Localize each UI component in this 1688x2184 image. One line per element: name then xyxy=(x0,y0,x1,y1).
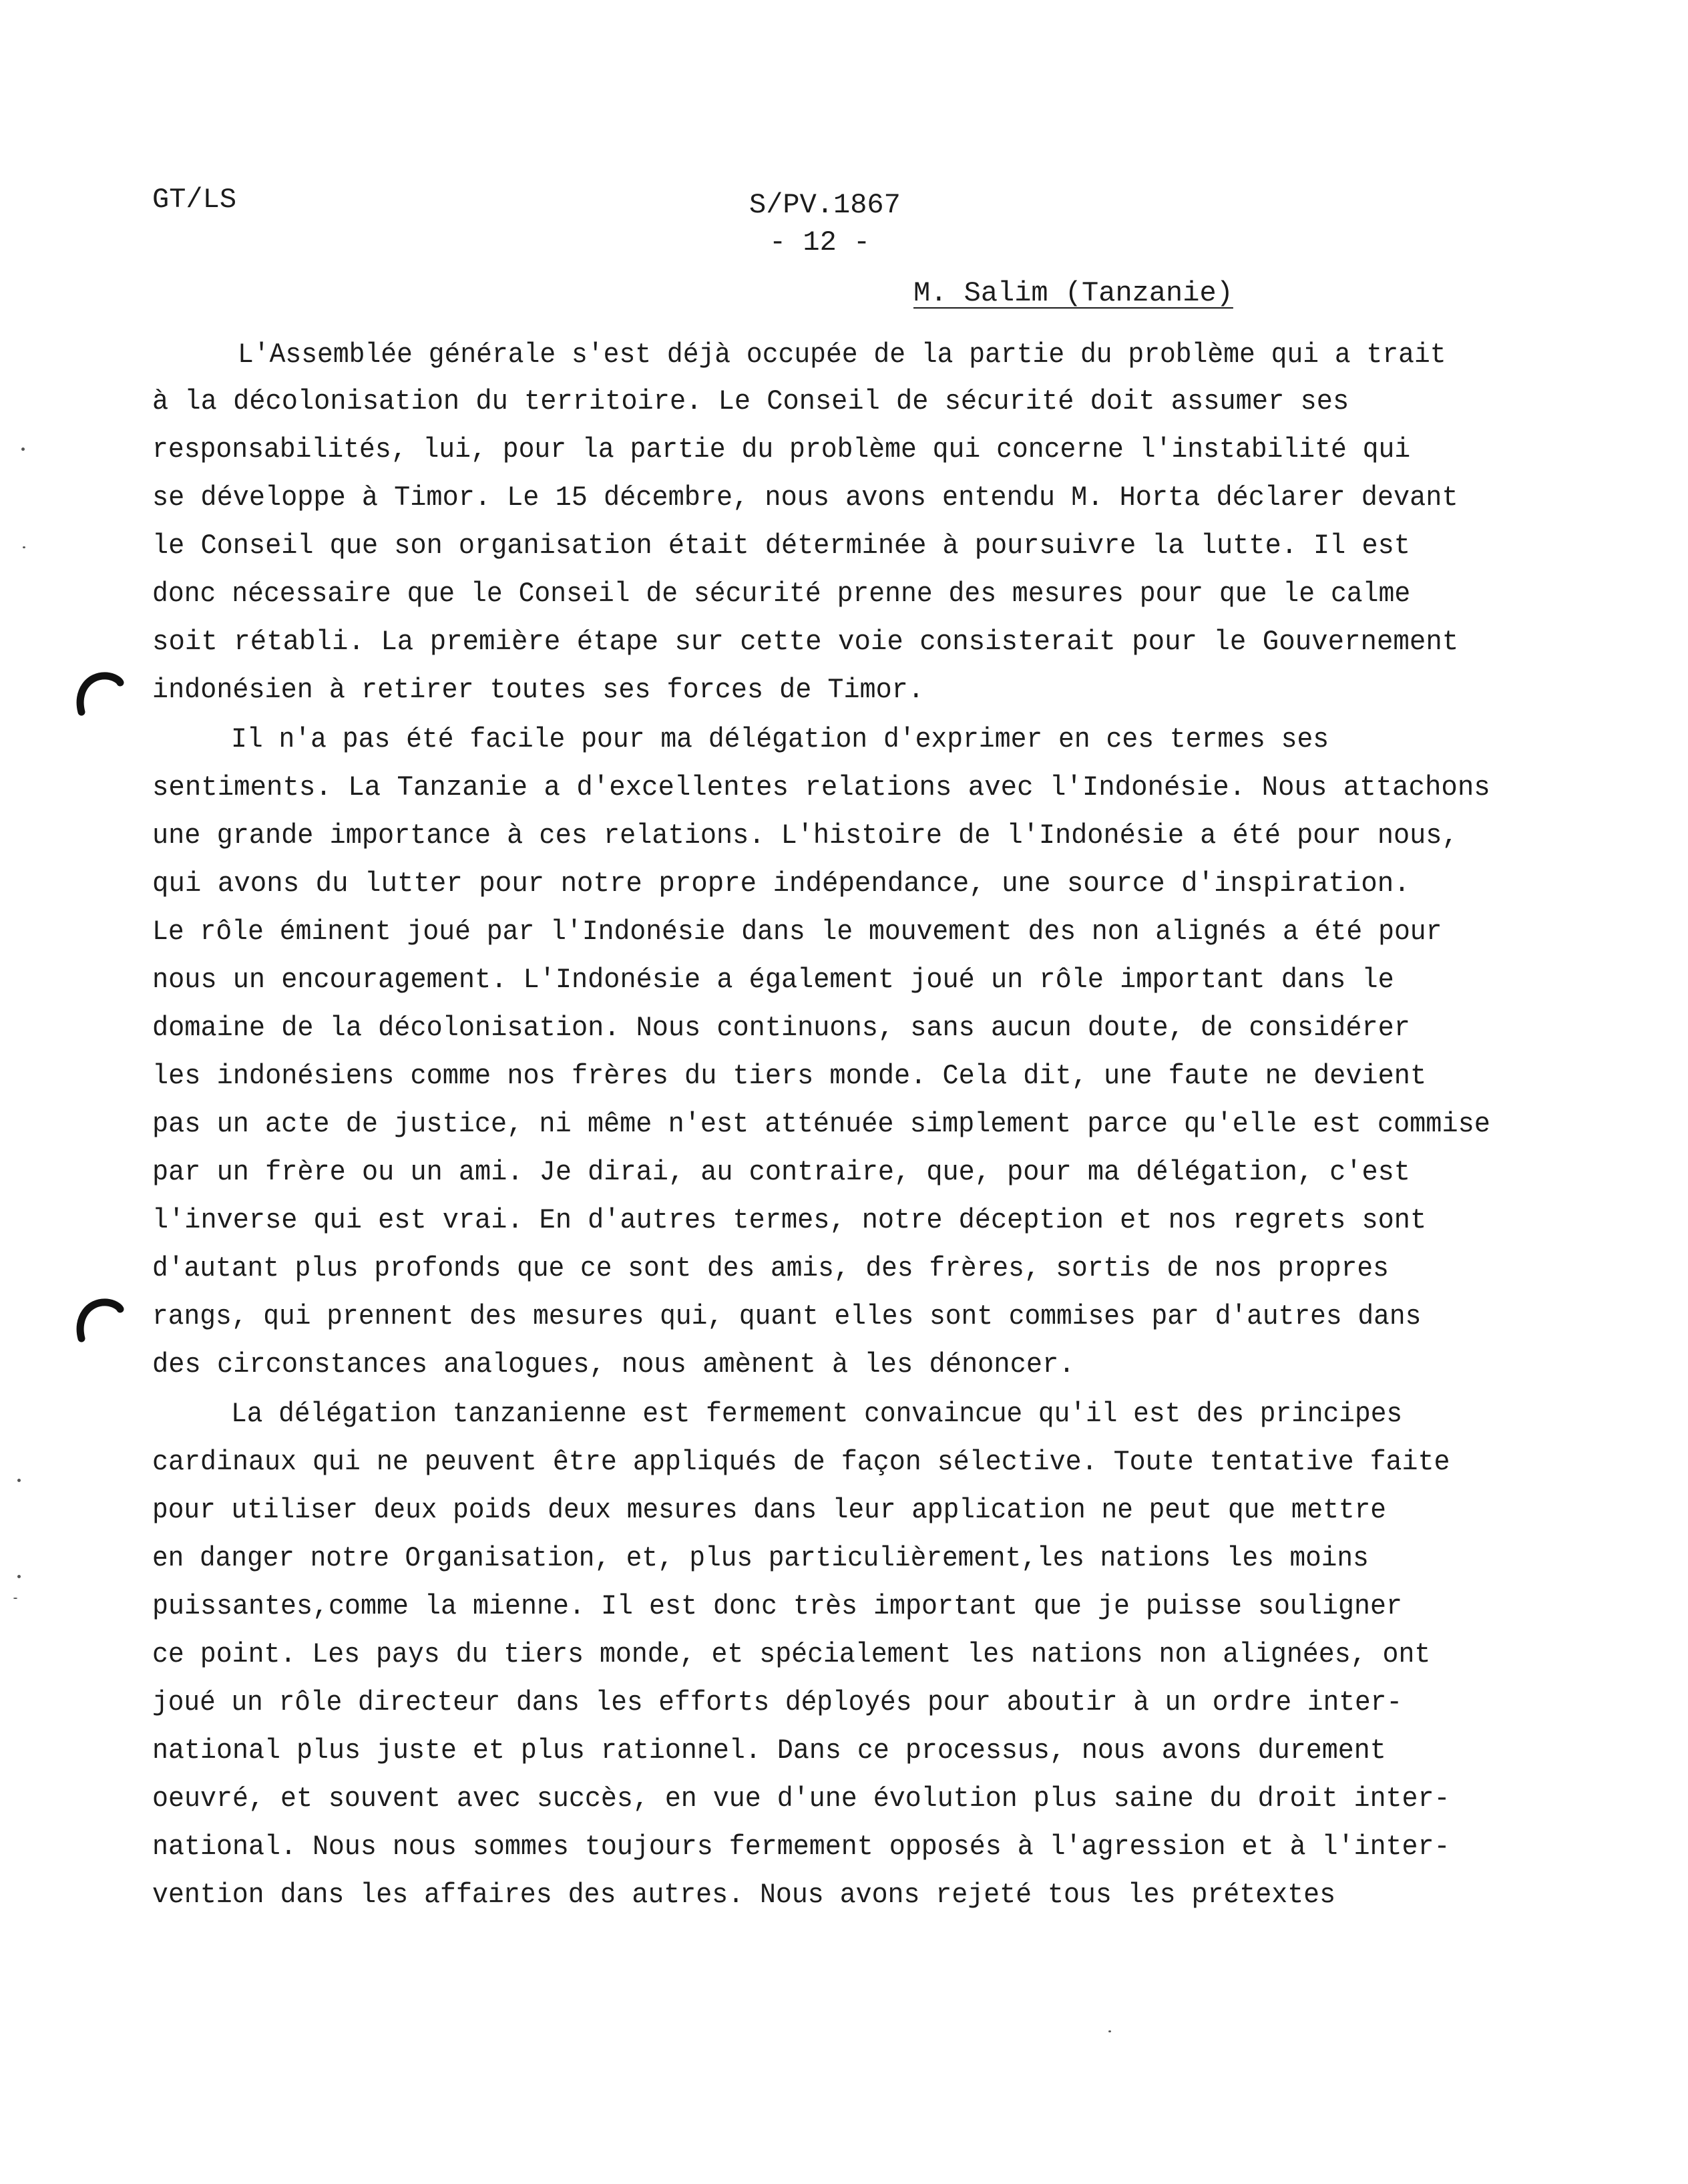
text-line: vention dans les affaires des autres. Nous avons rejeté tous les prétextes xyxy=(152,1879,1336,1911)
scan-speck xyxy=(23,546,25,548)
scan-speck xyxy=(13,1598,17,1599)
text-line: puissantes,comme la mienne. Il est donc très important que je puisse souligner xyxy=(152,1590,1402,1622)
text-line: nous un encouragement. L'Indonésie a également joué un rôle important dans le xyxy=(152,964,1394,996)
text-line: domaine de la décolonisation. Nous continuons, sans aucun doute, de considérer xyxy=(152,1012,1410,1044)
text-line: Il n'a pas été facile pour ma délégation d'exprimer en ces termes ses xyxy=(231,723,1329,755)
text-line: le Conseil que son organisation était déterminée à poursuivre la lutte. Il est xyxy=(152,530,1410,562)
text-line: sentiments. La Tanzanie a d'excellentes relations avec l'Indonésie. Nous attachons xyxy=(152,771,1490,803)
text-line: Le rôle éminent joué par l'Indonésie dans le mouvement des non alignés a été pour xyxy=(152,916,1442,948)
text-line: les indonésiens comme nos frères du tiers monde. Cela dit, une faute ne devient xyxy=(152,1060,1427,1092)
text-line: national. Nous nous sommes toujours fermement opposés à l'agression et à l'inter- xyxy=(152,1831,1450,1863)
document-symbol: S/PV.1867 xyxy=(749,189,901,221)
text-line: national plus juste et plus rationnel. Dans ce processus, nous avons durement xyxy=(152,1735,1386,1767)
scan-speck xyxy=(1108,2030,1111,2032)
text-line: joué un rôle directeur dans les efforts déployés pour aboutir à un ordre inter- xyxy=(152,1686,1403,1718)
scan-speck xyxy=(21,447,25,451)
text-line: d'autant plus profonds que ce sont des amis, des frères, sortis de nos propres xyxy=(152,1252,1389,1284)
page-number: - 12 - xyxy=(769,226,871,258)
text-line: oeuvré, et souvent avec succès, en vue d'une évolution plus saine du droit inter- xyxy=(152,1783,1450,1815)
binder-hole-mark xyxy=(72,1294,126,1348)
text-line: pour utiliser deux poids deux mesures dans leur application ne peut que mettre xyxy=(152,1494,1386,1526)
text-line: à la décolonisation du territoire. Le Conseil de sécurité doit assumer ses xyxy=(152,385,1349,417)
text-line: L'Assemblée générale s'est déjà occupée de la partie du problème qui a trait xyxy=(238,339,1446,371)
text-line: responsabilités, lui, pour la partie du problème qui concerne l'instabilité qui xyxy=(152,433,1411,466)
text-line: indonésien à retirer toutes ses forces de Timor. xyxy=(152,674,924,706)
text-line: soit rétabli. La première étape sur cette voie consisterait pour le Gouvernement xyxy=(152,626,1459,658)
text-line: se développe à Timor. Le 15 décembre, nous avons entendu M. Horta déclarer devant xyxy=(152,482,1458,514)
text-line: donc nécessaire que le Conseil de sécurité prenne des mesures pour que le calme xyxy=(152,578,1411,610)
text-line: pas un acte de justice, ni même n'est atténuée simplement parce qu'elle est commise xyxy=(152,1108,1490,1140)
reference-initials: GT/LS xyxy=(152,184,237,216)
text-line: qui avons du lutter pour notre propre indépendance, une source d'inspiration. xyxy=(152,868,1410,900)
text-line: ce point. Les pays du tiers monde, et spécialement les nations non alignées, ont xyxy=(152,1638,1431,1670)
text-line: par un frère ou un ami. Je dirai, au contraire, que, pour ma délégation, c'est xyxy=(152,1156,1410,1188)
scan-speck xyxy=(17,1575,21,1578)
text-line: en danger notre Organisation, et, plus particulièrement,les nations les moins xyxy=(152,1542,1369,1574)
text-line: cardinaux qui ne peuvent être appliqués de façon sélective. Toute tentative faite xyxy=(152,1446,1450,1478)
text-line: des circonstances analogues, nous amènent à les dénoncer. xyxy=(152,1348,1075,1381)
speaker-heading: M. Salim (Tanzanie) xyxy=(913,277,1233,309)
scan-speck xyxy=(17,1479,21,1482)
binder-hole-mark xyxy=(72,668,126,721)
text-line: La délégation tanzanienne est fermement convaincue qu'il est des principes xyxy=(231,1398,1403,1430)
text-line: une grande importance à ces relations. L'histoire de l'Indonésie a été pour nous, xyxy=(152,820,1458,852)
text-line: rangs, qui prennent des mesures qui, quant elles sont commises par d'autres dans xyxy=(152,1300,1422,1332)
text-line: l'inverse qui est vrai. En d'autres termes, notre déception et nos regrets sont xyxy=(152,1204,1427,1236)
